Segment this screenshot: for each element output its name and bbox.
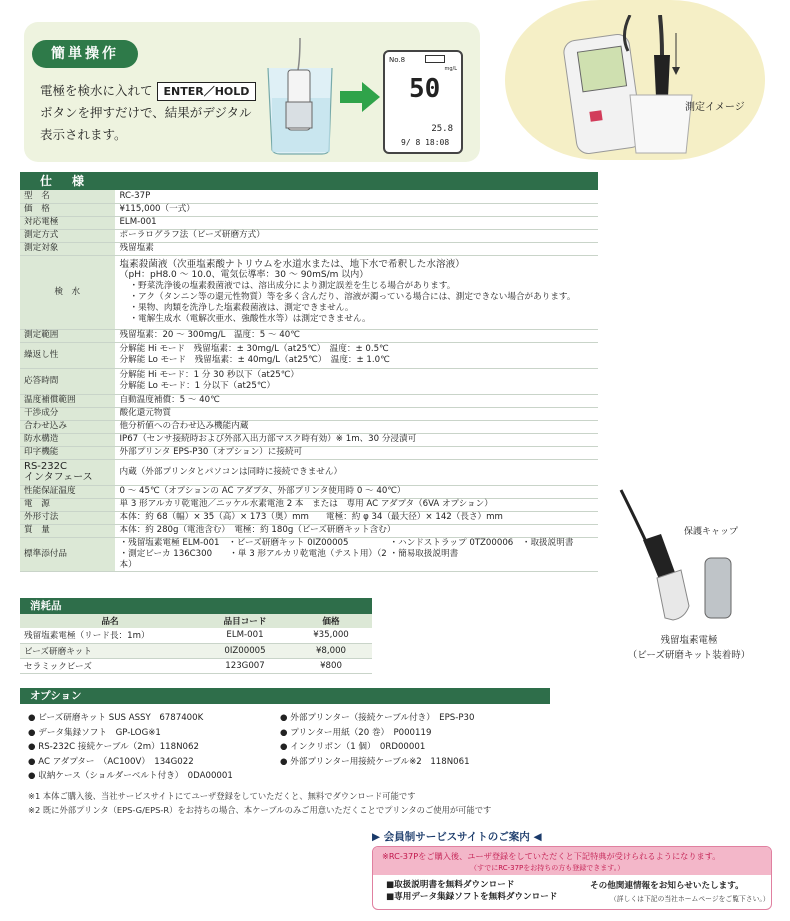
spec-label: 応答時間 (20, 368, 115, 394)
spec-label: 干渉成分 (20, 407, 115, 420)
consumables-header: 消耗品 (20, 598, 372, 614)
spec-value-repeat (115, 342, 598, 368)
service-notice: ※RC-37Pをご購入後、ユーザ登録をしていただくと下記特典が受けられるようになります。 (382, 851, 721, 861)
benefit-manual-download: ■取扱説明書を無料ダウンロード (386, 880, 515, 890)
consumable-name: ビーズ研磨キット (20, 643, 200, 658)
spec-label: 価 格 (20, 203, 115, 216)
spec-value: 他分析値への合わせ込み機能内蔵 (115, 420, 598, 433)
protective-cap-label: 保護キャップ (684, 527, 739, 537)
double-arrow-icon: ▶ (372, 831, 384, 843)
simple-operation-text (40, 80, 260, 146)
spec-value: 外部プリンタ EPS-P30（オプション）に接続可 (115, 446, 598, 459)
accessory-line: ・簡易取扱説明書 (389, 548, 459, 559)
spec-label: 性能保証温度 (20, 485, 115, 498)
option-item: ● AC アダプター （AC100V） 134G022 (28, 756, 194, 767)
options-header: オプション (20, 688, 550, 704)
option-item: ● ビーズ研磨キット SUS ASSY 6787400K (28, 713, 204, 723)
water-line: ・電解生成水（電解次亜水、強酸性水等）は測定できません。 (129, 314, 371, 324)
spec-value: 0 ～ 45℃（オプションの AC アダプタ、外部プリンタ使用時 0 ～ 40℃） (115, 485, 598, 498)
spec-label: 繰返し性 (20, 342, 115, 368)
display-reading: 50 (409, 74, 441, 104)
op-text-line-1: 電極を検水に入れて (40, 83, 153, 98)
option-item: ● RS-232C 接続ケーブル（2m）118N062 (28, 742, 199, 752)
spec-label-water: 検 水 (20, 255, 115, 329)
spec-label: 防水構造 (20, 433, 115, 446)
benefit-software-download: ■専用データ集録ソフトを無料ダウンロード (386, 892, 558, 902)
consumables-col-price: 価格 (290, 614, 372, 628)
options-right-list (280, 711, 474, 769)
spec-value: 内蔵（外部プリンタとパソコンは同時に接続できません） (115, 459, 598, 485)
spec-label: 外形寸法 (20, 511, 115, 524)
water-line: ・果物、肉類を洗浄した塩素殺菌液は、測定できません。 (129, 303, 354, 313)
arrow-right-icon (340, 82, 380, 112)
spec-value: ELM-001 (115, 216, 598, 229)
spec-label: 印字機能 (20, 446, 115, 459)
options-left-list (28, 711, 233, 784)
beaker-illustration (260, 38, 340, 156)
consumables-col-code: 品目コード (200, 614, 290, 628)
spec-value-accessories (115, 537, 598, 571)
option-note: ※1 本体ご購入後、当社サービスサイトにてユーザ登録をしていただくと、無料でダウンロード可能です (28, 791, 416, 801)
consumable-code: 0IZ00005 (200, 643, 290, 658)
spec-value: 残留塩素：20 ～ 300mg/L 温度：5 ～ 40℃ (115, 329, 598, 342)
double-arrow-left-icon: ◀ (529, 831, 542, 843)
consumable-name: セラミックビーズ (20, 658, 200, 673)
accessory-line: ・ハンドストラップ 0TZ00006 ・取扱説明書 (389, 537, 574, 548)
service-benefits (386, 879, 557, 903)
spec-value: 単 3 形アルカリ乾電池／ニッケル水素電池 2 本 または 専用 AC アダプタ（6VA オプション） (115, 498, 598, 511)
display-number: No.8 (389, 56, 406, 64)
op-text-line-2: ボタンを押すだけで、結果がデジタル (40, 105, 252, 120)
repeat-line: 分解能 Lo モード 残留塩素：± 40mg/L（at25℃） 温度：± 1.0℃ (119, 355, 390, 365)
service-title (372, 829, 542, 844)
spec-label: 合わせ込み (20, 420, 115, 433)
service-other-info-sub: （詳しくは下記の当社ホームページをご覧下さい。） (610, 895, 770, 903)
rs232c-label: RS-232C (24, 461, 67, 472)
accessory-line: ・測定ビーカ 136C300 ・単 3 形アルカリ乾電池（テスト用）（2 本） (119, 548, 387, 570)
spec-value: ポーラログラフ法（ビーズ研磨方式） (115, 229, 598, 242)
consumable-price: ¥35,000 (290, 628, 372, 643)
repeat-line: 分解能 Hi モード 残留塩素：± 30mg/L（at25℃） 温度：± 0.5℃ (119, 344, 389, 354)
spec-value: RC-37P (115, 190, 598, 203)
option-item: ● 外部プリンター用接続ケーブル※2 118N061 (280, 756, 470, 767)
water-line: （pH：pH8.0 ～ 10.0、電気伝導率：30 ～ 90mS/m 以内） (119, 270, 369, 280)
consumable-code: 123G007 (200, 658, 290, 673)
option-item: ● 外部プリンター（接続ケーブル付き） EPS-P30 (280, 713, 475, 723)
battery-icon (425, 55, 445, 63)
display-datetime: 9/ 8 18:08 (401, 138, 450, 147)
spec-value: 自動温度補償：5 ～ 40℃ (115, 394, 598, 407)
consumables-col-name: 品名 (20, 614, 200, 628)
service-other-info: その他関連情報をお知らせいたします。 (590, 881, 744, 891)
option-note: ※2 既に外部プリンタ（EPS-G/EPS-R）をお持ちの場合、本ケーブルのみご用意いただくことでプリンタのご使用が可能です (28, 805, 492, 815)
spec-label: 電 源 (20, 498, 115, 511)
spec-value: IP67（センサ接続時および外部入出力部マスク時有効）※ 1m、30 分浸漬可 (115, 433, 598, 446)
water-line: ・野菜洗浄後の塩素殺菌液では、溶出成分により測定誤差を生じる場合があります。 (129, 281, 456, 291)
meter-display (383, 50, 463, 154)
spec-value: 本体：約 68（幅）× 35（高）× 173（奥）mm 電極：約 φ 34（最大径）× 142（長さ）mm (115, 511, 598, 524)
spec-value-response (115, 368, 598, 394)
options-notes (28, 789, 491, 817)
spec-label: 測定範囲 (20, 329, 115, 342)
device-photo (505, 0, 765, 160)
spec-label: 型 名 (20, 190, 115, 203)
spec-label: 測定対象 (20, 242, 115, 255)
enter-hold-key: ENTER／HOLD (157, 82, 257, 101)
water-line: 塩素殺菌液（次亜塩素酸ナトリウムを水道水または、地下水で希釈した水溶液） (119, 259, 465, 270)
response-line: 分解能 Hi モード：1 分 30 秒以下（at25℃） (119, 370, 300, 380)
op-text-line-3: 表示されます。 (40, 127, 127, 142)
option-item: ● プリンター用紙（20 巻） P000119 (280, 727, 432, 738)
spec-label: 測定方式 (20, 229, 115, 242)
consumable-price: ¥800 (290, 658, 372, 673)
interface-label: インタフェース (24, 472, 93, 483)
spec-label-rs232c (20, 459, 115, 485)
spec-value-water (115, 255, 598, 329)
option-item: ● データ集録ソフト GP-LOG※1 (28, 727, 161, 738)
display-unit: mg/L (444, 66, 457, 72)
probe-illustration (615, 488, 755, 628)
simple-operation-title: 簡単操作 (32, 40, 138, 68)
probe-caption-line-1: 残留塩素電極 (660, 635, 718, 646)
spec-header: 仕様 (20, 172, 598, 190)
spec-value: 酸化還元物質 (115, 407, 598, 420)
service-notice-sub: （すでにRC-37Pをお持ちの方も登録できます。） (470, 864, 625, 872)
spec-label: 質 量 (20, 524, 115, 537)
spec-value: 本体：約 280g（電池含む） 電極：約 180g（ビーズ研磨キット含む） (115, 524, 598, 537)
water-line: ・アク（タンニン等の還元性物質）等を多く含んだり、溶液が濁っている場合には、測定できない場合があります。 (129, 292, 576, 302)
device-illustration (550, 15, 760, 160)
consumable-name: 残留塩素電極（リード長：1m） (20, 628, 200, 643)
spec-label: 標準添付品 (20, 537, 115, 571)
consumable-code: ELM-001 (200, 628, 290, 643)
consumables-table (20, 614, 372, 674)
probe-caption (624, 633, 754, 663)
accessory-line: ・残留塩素電極 ELM-001 ・ビーズ研磨キット 0IZ00005 (119, 537, 349, 548)
spec-table (20, 190, 598, 572)
probe-caption-line-2: （ビーズ研磨キット装着時） (627, 650, 751, 661)
spec-label: 対応電極 (20, 216, 115, 229)
option-item: ● インクリボン（1 個） 0RD00001 (280, 742, 426, 752)
spec-label: 温度補償範囲 (20, 394, 115, 407)
spec-value: 残留塩素 (115, 242, 598, 255)
measurement-image-label: 測定イメージ (685, 102, 745, 113)
display-temperature: 25.8 (431, 124, 453, 134)
service-title-text: 会員制サービスサイトのご案内 (383, 831, 530, 843)
response-line: 分解能 Lo モード：1 分以下（at25℃） (119, 381, 276, 391)
consumable-price: ¥8,000 (290, 643, 372, 658)
spec-value: ¥115,000（一式） (115, 203, 598, 216)
option-item: ● 収納ケース（ショルダーベルト付き） 0DA00001 (28, 771, 233, 781)
